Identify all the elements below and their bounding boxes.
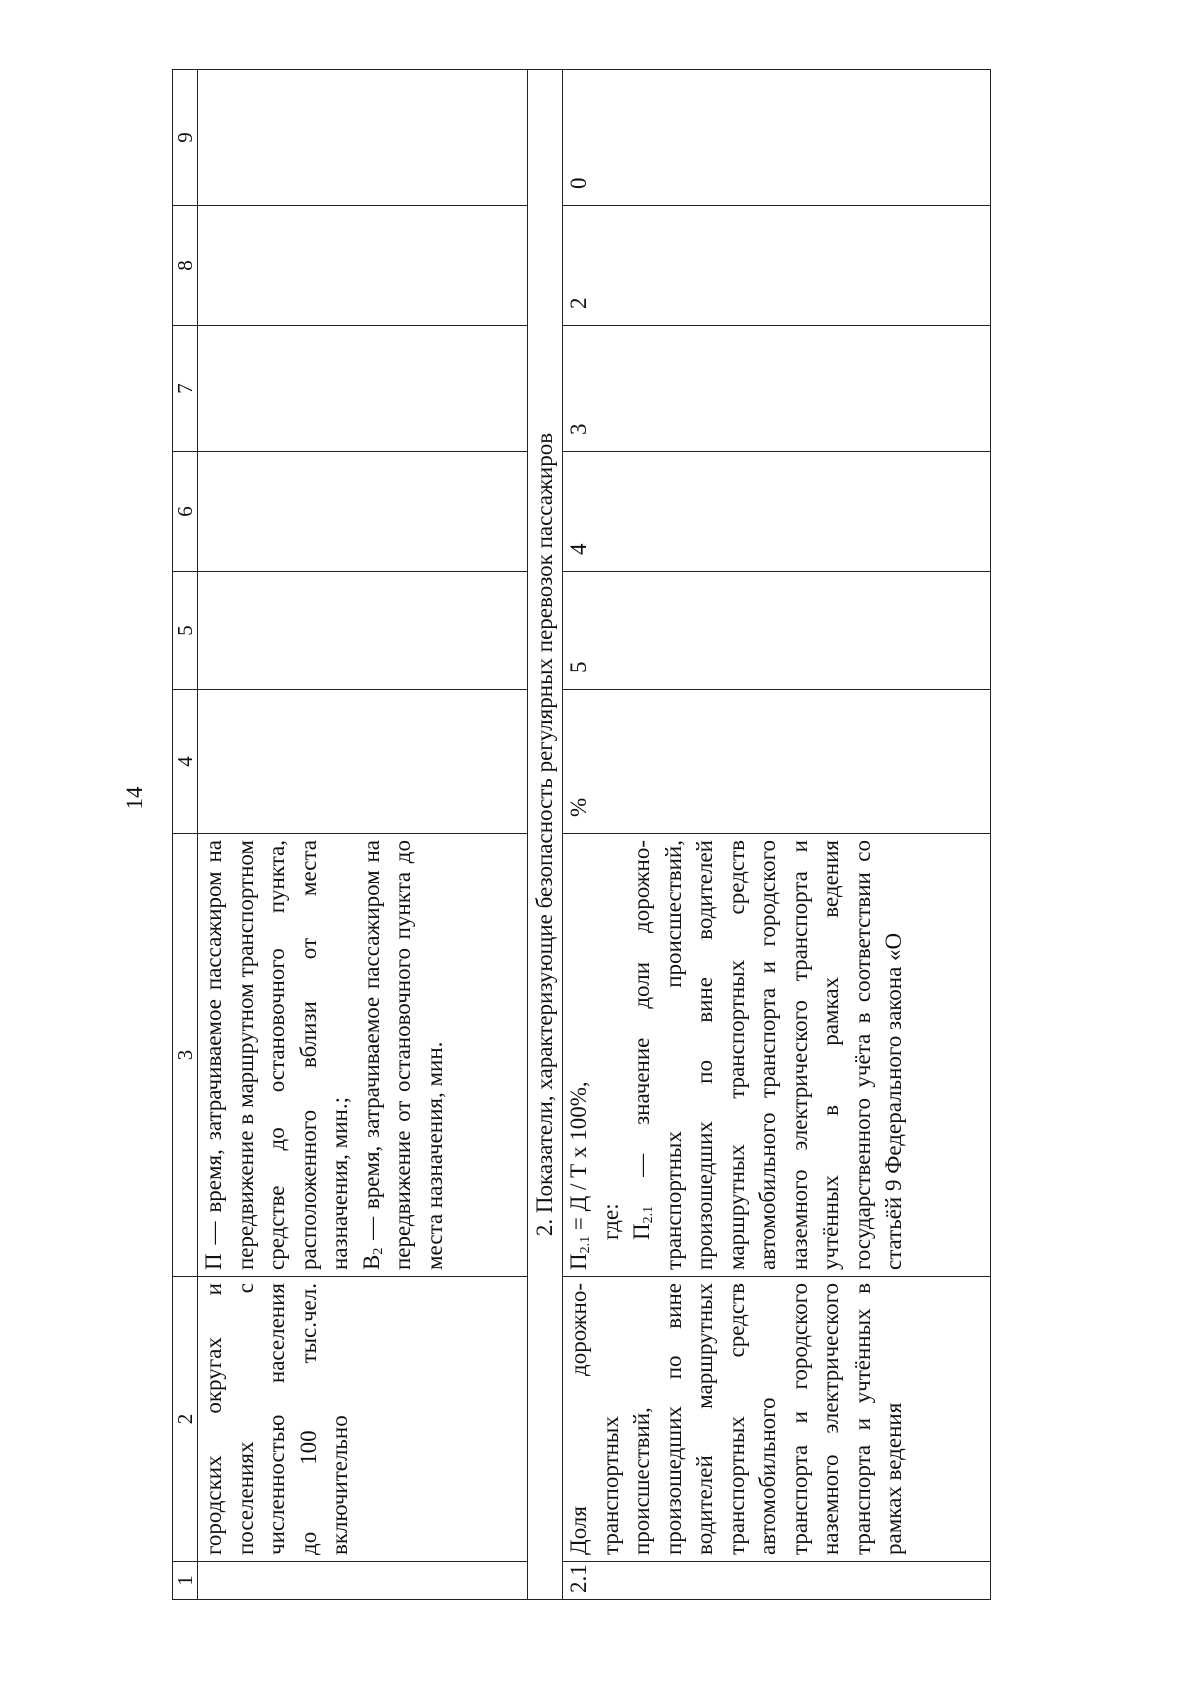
row2-col3 <box>563 834 991 1277</box>
row2-col6: 4 <box>563 452 991 572</box>
section-title: 2. Показатели, характеризующие безопасность регулярных перевозок пассажиров <box>528 70 563 1600</box>
header-cell-2: 2 <box>173 1277 198 1562</box>
row1-col2: городских округах и поселениях с численностью населения до 100 тыс.чел. включительно <box>198 1277 528 1562</box>
definition-subscript: 2.1 <box>641 1205 656 1224</box>
definition-symbol: П <box>629 1223 654 1240</box>
row2-col7: 3 <box>563 326 991 452</box>
row1-col5 <box>198 572 528 690</box>
indicators-table <box>172 69 991 1600</box>
header-cell-9: 9 <box>173 70 198 206</box>
row1-col8 <box>198 206 528 326</box>
symbol-b-subscript: 2 <box>370 1247 386 1255</box>
formula-definition <box>626 840 910 1270</box>
row2-col4-unit: % <box>563 690 991 834</box>
formula-symbol: П <box>566 1253 591 1270</box>
section-row <box>528 70 563 1600</box>
row1-col7 <box>198 326 528 452</box>
formula-text: = Д / Т х 100%, <box>566 1081 591 1236</box>
row2-col9: 0 <box>563 70 991 206</box>
header-cell-5: 5 <box>173 572 198 690</box>
table-row <box>563 70 991 1600</box>
header-cell-3: 3 <box>173 834 198 1277</box>
header-cell-6: 6 <box>173 452 198 572</box>
row1-col3-definition-p: П — время, затрачиваемое пассажиром на передвижение в маршрутном транспортном средстве до остановочного пункта, расположенного вблизи от места назначения, мин.; <box>201 840 352 1270</box>
row1-col9 <box>198 70 528 206</box>
definition-b2-text: — время, затрачиваемое пассажиром на передвижение от остановочного пункта до места назначения, мин. <box>358 840 447 1270</box>
rotated-table-wrapper <box>172 70 1052 1600</box>
row2-col8: 2 <box>563 206 991 326</box>
header-cell-7: 7 <box>173 326 198 452</box>
definition-text: — значение доли дорожно-транспортных происшествий, произошедших по вине водителей маршрутных транспортных средств автомобильного транспорта и городского наземного электрического транспорта и учтённых в рамках ведения государственного учёта в соответствии со статьёй 9 Федерального закона «О <box>629 840 906 1270</box>
page-number: 14 <box>122 786 147 810</box>
formula <box>563 840 595 1270</box>
row1-col1 <box>198 1562 528 1600</box>
row1-col6 <box>198 452 528 572</box>
row1-col3-definition-b2 <box>356 840 451 1270</box>
header-cell-1: 1 <box>173 1562 198 1600</box>
table-row <box>198 70 528 1600</box>
row1-col3 <box>198 834 528 1277</box>
row2-col1: 2.1 <box>563 1562 991 1600</box>
header-cell-8: 8 <box>173 206 198 326</box>
row1-col4 <box>198 690 528 834</box>
row2-col5: 5 <box>563 572 991 690</box>
formula-subscript: 2.1 <box>578 1235 593 1254</box>
row2-col2: Доля дорожно-транспортных происшествий, произошедших по вине водителей маршрутных транспортных средств автомобильного транспорта и городского наземного электрического транспорта и учтённых в рамках ведения <box>563 1277 991 1562</box>
where-label: где: <box>597 1203 623 1240</box>
header-row <box>173 70 198 1600</box>
symbol-b: В <box>358 1254 384 1270</box>
header-cell-4: 4 <box>173 690 198 834</box>
